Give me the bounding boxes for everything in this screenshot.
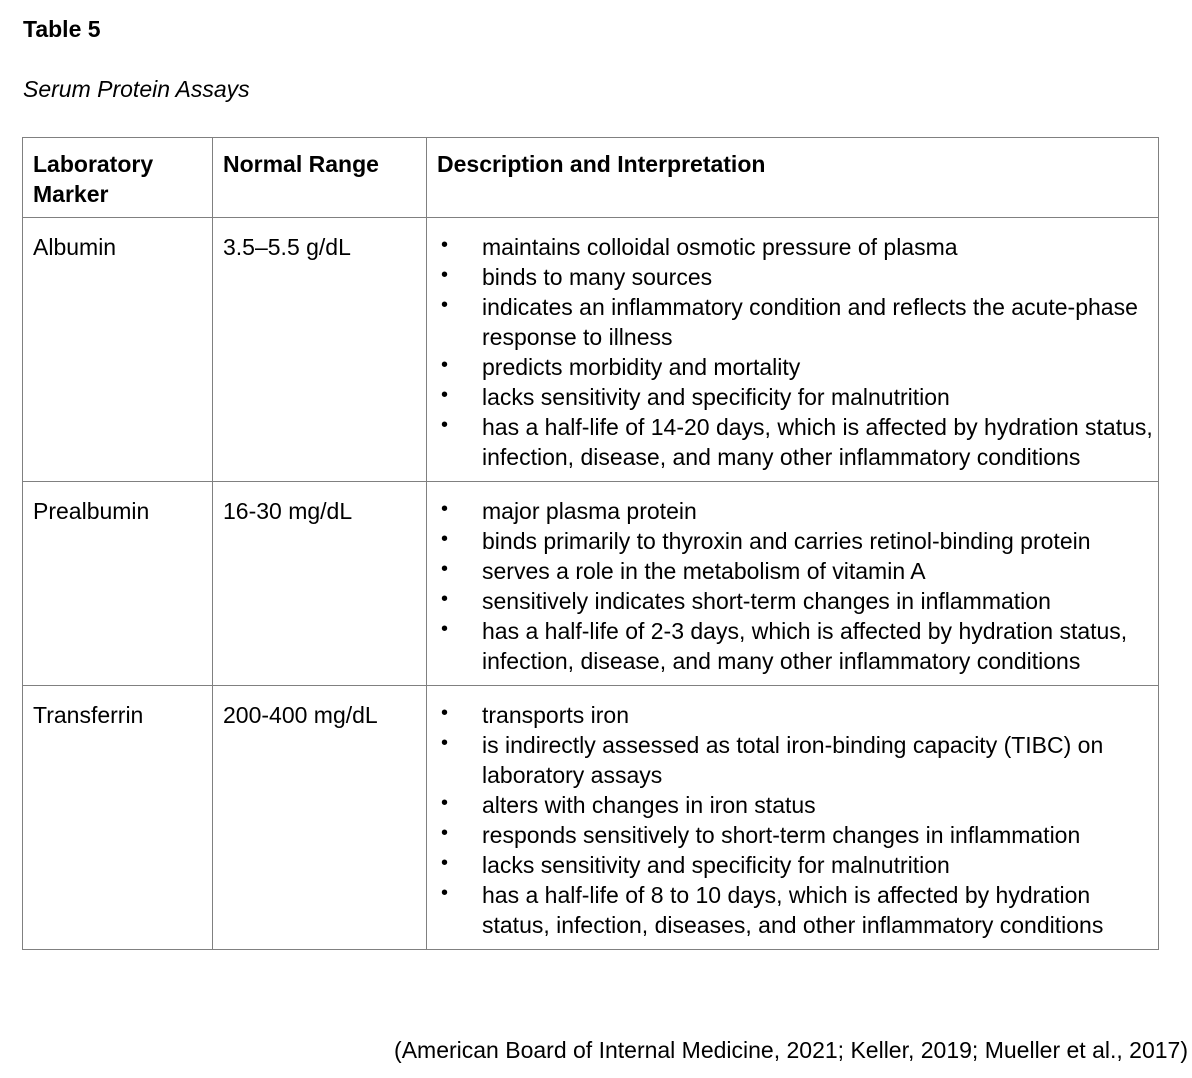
bullet-icon: • [441, 792, 449, 814]
bullet-icon: • [441, 588, 449, 610]
list-item-text: major plasma protein [482, 498, 697, 524]
bullet-icon: • [441, 882, 449, 904]
list-item [437, 700, 1154, 730]
list-item [437, 616, 1154, 676]
bullet-icon: • [441, 702, 449, 724]
table-row [23, 686, 1159, 950]
header-row [23, 138, 1159, 218]
list-item-text: lacks sensitivity and specificity for malnutrition [482, 384, 950, 410]
table-row [23, 482, 1159, 686]
description-cell [427, 686, 1159, 950]
bullet-icon: • [441, 354, 449, 376]
table-label: Table 5 [23, 16, 101, 42]
list-item [437, 496, 1154, 526]
bullet-icon: • [441, 234, 449, 256]
list-item-text: has a half-life of 8 to 10 days, which is affected by hydration status, infection, diseases, and other inflammatory conditions [482, 882, 1104, 938]
list-item [437, 412, 1154, 472]
bullet-icon: • [441, 384, 449, 406]
serum-protein-table [22, 137, 1159, 950]
bullet-icon: • [441, 732, 449, 754]
list-item [437, 850, 1154, 880]
list-item-text: is indirectly assessed as total iron-binding capacity (TIBC) on laboratory assays [482, 732, 1104, 788]
list-item-text: serves a role in the metabolism of vitamin A [482, 558, 926, 584]
bullet-icon: • [441, 558, 449, 580]
description-list [437, 700, 1154, 940]
list-item-text: sensitively indicates short-term changes in inflammation [482, 588, 1051, 614]
bullet-icon: • [441, 414, 449, 436]
bullet-icon: • [441, 618, 449, 640]
marker-cell: Prealbumin [23, 482, 213, 686]
list-item [437, 382, 1154, 412]
list-item [437, 820, 1154, 850]
list-item-text: lacks sensitivity and specificity for malnutrition [482, 852, 950, 878]
citation: (American Board of Internal Medicine, 2021; Keller, 2019; Mueller et al., 2017) [394, 1037, 1188, 1063]
description-list [437, 232, 1154, 472]
list-item [437, 292, 1154, 352]
description-cell [427, 218, 1159, 482]
list-item-text: responds sensitively to short-term changes in inflammation [482, 822, 1081, 848]
list-item-text: alters with changes in iron status [482, 792, 816, 818]
bullet-icon: • [441, 294, 449, 316]
list-item-text: maintains colloidal osmotic pressure of plasma [482, 234, 958, 260]
list-item-text: has a half-life of 14-20 days, which is affected by hydration status, infection, disease, and many other inflammatory conditions [482, 414, 1153, 470]
range-cell: 200-400 mg/dL [213, 686, 427, 950]
description-cell [427, 482, 1159, 686]
list-item [437, 526, 1154, 556]
marker-cell: Albumin [23, 218, 213, 482]
list-item-text: predicts morbidity and mortality [482, 354, 801, 380]
list-item [437, 352, 1154, 382]
table-title: Serum Protein Assays [23, 76, 250, 102]
marker-cell: Transferrin [23, 686, 213, 950]
description-list [437, 496, 1154, 676]
list-item [437, 880, 1154, 940]
list-item-text: has a half-life of 2-3 days, which is affected by hydration status, infection, disease, and many other inflammatory conditions [482, 618, 1128, 674]
list-item [437, 556, 1154, 586]
list-item [437, 232, 1154, 262]
bullet-icon: • [441, 528, 449, 550]
bullet-icon: • [441, 498, 449, 520]
range-cell: 16-30 mg/dL [213, 482, 427, 686]
header-normal-range: Normal Range [213, 138, 427, 218]
header-laboratory-marker: Laboratory Marker [23, 138, 213, 218]
list-item [437, 730, 1154, 790]
range-cell: 3.5–5.5 g/dL [213, 218, 427, 482]
list-item-text: indicates an inflammatory condition and reflects the acute-phase response to illness [482, 294, 1138, 350]
bullet-icon: • [441, 822, 449, 844]
list-item [437, 262, 1154, 292]
table-body [23, 218, 1159, 950]
list-item [437, 790, 1154, 820]
list-item-text: binds primarily to thyroxin and carries retinol-binding protein [482, 528, 1091, 554]
bullet-icon: • [441, 264, 449, 286]
header-description: Description and Interpretation [427, 138, 1159, 218]
list-item-text: binds to many sources [482, 264, 713, 290]
table-row [23, 218, 1159, 482]
list-item-text: transports iron [482, 702, 630, 728]
list-item [437, 586, 1154, 616]
bullet-icon: • [441, 852, 449, 874]
